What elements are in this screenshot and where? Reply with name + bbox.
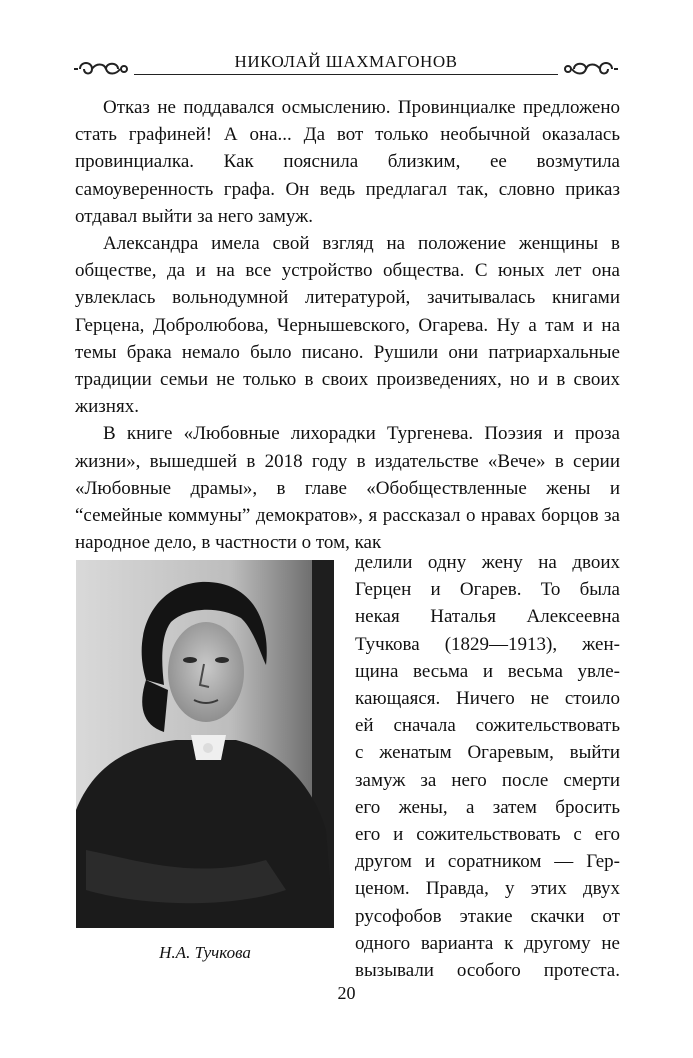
text-line: щина весьма и весьма увле- <box>355 660 620 682</box>
text-line: его жены, а затем бросить <box>355 796 620 818</box>
paragraph: В книге «Любовные лихорадки Тургенева. Поэзия и проза жизни», вышедшей в 2018 году в издательстве «Вече» в серии «Любовные драмы», в главе «Обобществленные жены и “семейные коммуны” демократов», я рассказал о нравах борцов за народное дело, в частности о том, как <box>75 423 620 554</box>
paragraph: Отказ не поддавался осмыслению. Провинциалке предложено стать графиней! А она... Да вот только необычной оказалась провинциалка. Как пояснила близким, ее возмутила самоуверенность графа. Он ведь предлагал так, словно приказ отдавал выйти за него замуж. <box>75 97 620 227</box>
text-line: некая Наталья Алексеевна <box>355 606 620 628</box>
right-ornament-icon <box>560 58 620 80</box>
text-line: русофобов этакие скачки от <box>355 905 620 927</box>
portrait-photo <box>76 560 334 928</box>
text-line: делили одну жену на двоих <box>355 552 620 573</box>
text-line: вызывали особого протеста. <box>355 960 620 982</box>
text-line: ей сначала сожительствовать <box>355 715 620 737</box>
text-line: с женатым Огаревым, выйти <box>355 742 620 764</box>
body-text <box>75 94 620 556</box>
text-line: замуж за него после смерти <box>355 769 620 791</box>
text-line: другом и соратником — Гер- <box>355 851 620 873</box>
header-rule <box>134 74 558 75</box>
running-header <box>72 46 620 82</box>
photo-caption: Н.А. Тучкова <box>159 943 251 962</box>
text-line: Герцен и Огарев. То была <box>355 579 620 601</box>
text-line: ценом. Правда, у этих двух <box>355 878 620 900</box>
wrapped-text <box>355 549 620 984</box>
header-title: НИКОЛАЙ ШАХМАГОНОВ <box>234 52 458 71</box>
text-line: его и сожительствовать с его <box>355 824 620 846</box>
text-line: Тучкова (1829—1913), жен- <box>355 633 620 655</box>
text-line: кающаяся. Ничего не стоило <box>355 688 620 710</box>
page-number: 20 <box>337 983 356 1003</box>
text-line: одного варианта к другому не <box>355 932 620 954</box>
paragraph: Александра имела свой взгляд на положение женщины в обществе, да и на все устройство общества. С юных лет она увлеклась вольнодумной литературой, зачитывалась книгами Герцена, Добролюбова, Чернышевского, Огарева. Ну а там и на темы брака немало было писано. Рушили они патриархальные традиции семьи не только в своих произведениях, но и в своих жизнях. <box>75 233 620 418</box>
